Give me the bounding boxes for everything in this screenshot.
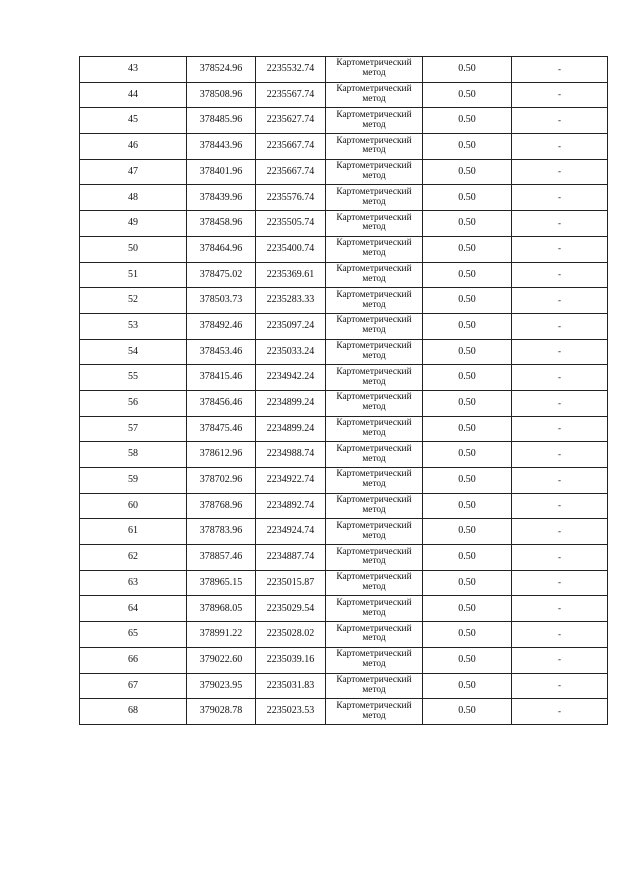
accuracy-value: 0.50 bbox=[423, 82, 512, 108]
table-row bbox=[80, 185, 608, 211]
table-row bbox=[80, 262, 608, 288]
accuracy-value: 0.50 bbox=[423, 545, 512, 571]
coord-x: 378443.96 bbox=[187, 134, 256, 160]
point-number: 47 bbox=[80, 159, 187, 185]
method-line-2: метод bbox=[362, 659, 386, 670]
method-line-1: Картометрический bbox=[336, 289, 412, 300]
method-line-1: Картометрический bbox=[336, 520, 412, 531]
coord-x: 378612.96 bbox=[187, 442, 256, 468]
method-line-1: Картометрический bbox=[336, 212, 412, 223]
coord-x: 378702.96 bbox=[187, 468, 256, 494]
method-line-1: Картометрический bbox=[336, 186, 412, 197]
point-number: 58 bbox=[80, 442, 187, 468]
point-number: 59 bbox=[80, 468, 187, 494]
coord-y: 2234922.74 bbox=[256, 468, 326, 494]
table-row bbox=[80, 134, 608, 160]
point-number: 61 bbox=[80, 519, 187, 545]
coord-y: 2234942.24 bbox=[256, 365, 326, 391]
point-number: 48 bbox=[80, 185, 187, 211]
point-number: 50 bbox=[80, 236, 187, 262]
accuracy-value: 0.50 bbox=[423, 519, 512, 545]
accuracy-value: 0.50 bbox=[423, 442, 512, 468]
table-row bbox=[80, 365, 608, 391]
table-row bbox=[80, 108, 608, 134]
point-number: 62 bbox=[80, 545, 187, 571]
determination-method bbox=[326, 390, 423, 416]
coord-y: 2234892.74 bbox=[256, 493, 326, 519]
accuracy-value: 0.50 bbox=[423, 108, 512, 134]
point-number: 64 bbox=[80, 596, 187, 622]
table-row bbox=[80, 313, 608, 339]
note-value: - bbox=[512, 468, 608, 494]
coord-x: 378456.46 bbox=[187, 390, 256, 416]
note-value: - bbox=[512, 262, 608, 288]
note-value: - bbox=[512, 211, 608, 237]
note-value: - bbox=[512, 622, 608, 648]
table-row bbox=[80, 647, 608, 673]
table-row bbox=[80, 236, 608, 262]
note-value: - bbox=[512, 236, 608, 262]
accuracy-value: 0.50 bbox=[423, 236, 512, 262]
coord-x: 378965.15 bbox=[187, 570, 256, 596]
coord-y: 2235576.74 bbox=[256, 185, 326, 211]
determination-method bbox=[326, 211, 423, 237]
note-value: - bbox=[512, 596, 608, 622]
coord-x: 378768.96 bbox=[187, 493, 256, 519]
determination-method bbox=[326, 57, 423, 83]
table-row bbox=[80, 622, 608, 648]
coord-x: 379028.78 bbox=[187, 699, 256, 725]
method-line-1: Картометрический bbox=[336, 315, 412, 326]
note-value: - bbox=[512, 673, 608, 699]
coord-y: 2235039.16 bbox=[256, 647, 326, 673]
method-line-2: метод bbox=[362, 479, 386, 490]
note-value: - bbox=[512, 57, 608, 83]
accuracy-value: 0.50 bbox=[423, 493, 512, 519]
point-number: 52 bbox=[80, 288, 187, 314]
determination-method bbox=[326, 159, 423, 185]
determination-method bbox=[326, 134, 423, 160]
coord-y: 2235033.24 bbox=[256, 339, 326, 365]
method-line-2: метод bbox=[362, 607, 386, 618]
method-line-2: метод bbox=[362, 248, 386, 259]
accuracy-value: 0.50 bbox=[423, 468, 512, 494]
method-line-2: метод bbox=[362, 273, 386, 284]
method-line-1: Картометрический bbox=[336, 161, 412, 172]
point-number: 53 bbox=[80, 313, 187, 339]
method-line-2: метод bbox=[362, 684, 386, 695]
table-row bbox=[80, 390, 608, 416]
determination-method bbox=[326, 313, 423, 339]
determination-method bbox=[326, 82, 423, 108]
note-value: - bbox=[512, 416, 608, 442]
table-row bbox=[80, 57, 608, 83]
coord-y: 2234899.24 bbox=[256, 390, 326, 416]
accuracy-value: 0.50 bbox=[423, 390, 512, 416]
note-value: - bbox=[512, 390, 608, 416]
coord-y: 2234924.74 bbox=[256, 519, 326, 545]
coord-y: 2235283.33 bbox=[256, 288, 326, 314]
coord-y: 2235031.83 bbox=[256, 673, 326, 699]
note-value: - bbox=[512, 519, 608, 545]
table-row bbox=[80, 519, 608, 545]
determination-method bbox=[326, 519, 423, 545]
accuracy-value: 0.50 bbox=[423, 699, 512, 725]
coord-y: 2235028.02 bbox=[256, 622, 326, 648]
coord-y: 2234899.24 bbox=[256, 416, 326, 442]
method-line-1: Картометрический bbox=[336, 649, 412, 660]
table-row bbox=[80, 211, 608, 237]
method-line-1: Картометрический bbox=[336, 623, 412, 634]
accuracy-value: 0.50 bbox=[423, 159, 512, 185]
determination-method bbox=[326, 647, 423, 673]
accuracy-value: 0.50 bbox=[423, 647, 512, 673]
note-value: - bbox=[512, 159, 608, 185]
table-row bbox=[80, 468, 608, 494]
accuracy-value: 0.50 bbox=[423, 313, 512, 339]
accuracy-value: 0.50 bbox=[423, 262, 512, 288]
method-line-1: Картометрический bbox=[336, 58, 412, 69]
coord-y: 2235667.74 bbox=[256, 134, 326, 160]
note-value: - bbox=[512, 134, 608, 160]
coord-y: 2234887.74 bbox=[256, 545, 326, 571]
method-line-2: метод bbox=[362, 402, 386, 413]
point-number: 56 bbox=[80, 390, 187, 416]
method-line-2: метод bbox=[362, 119, 386, 130]
note-value: - bbox=[512, 185, 608, 211]
table-row bbox=[80, 442, 608, 468]
point-number: 44 bbox=[80, 82, 187, 108]
method-line-2: метод bbox=[362, 505, 386, 516]
table-row bbox=[80, 493, 608, 519]
coord-y: 2235097.24 bbox=[256, 313, 326, 339]
table-row bbox=[80, 673, 608, 699]
table-row bbox=[80, 339, 608, 365]
method-line-2: метод bbox=[362, 350, 386, 361]
method-line-2: метод bbox=[362, 582, 386, 593]
table-row bbox=[80, 699, 608, 725]
coord-y: 2235369.61 bbox=[256, 262, 326, 288]
coord-x: 378458.96 bbox=[187, 211, 256, 237]
coord-y: 2235015.87 bbox=[256, 570, 326, 596]
determination-method bbox=[326, 622, 423, 648]
note-value: - bbox=[512, 442, 608, 468]
coord-y: 2235532.74 bbox=[256, 57, 326, 83]
accuracy-value: 0.50 bbox=[423, 339, 512, 365]
determination-method bbox=[326, 365, 423, 391]
method-line-1: Картометрический bbox=[336, 674, 412, 685]
method-line-2: метод bbox=[362, 556, 386, 567]
coord-x: 378475.02 bbox=[187, 262, 256, 288]
table-row bbox=[80, 545, 608, 571]
accuracy-value: 0.50 bbox=[423, 570, 512, 596]
point-number: 45 bbox=[80, 108, 187, 134]
method-line-2: метод bbox=[362, 222, 386, 233]
note-value: - bbox=[512, 339, 608, 365]
coord-y: 2235505.74 bbox=[256, 211, 326, 237]
determination-method bbox=[326, 545, 423, 571]
determination-method bbox=[326, 442, 423, 468]
coord-x: 378401.96 bbox=[187, 159, 256, 185]
coord-x: 378968.05 bbox=[187, 596, 256, 622]
determination-method bbox=[326, 673, 423, 699]
accuracy-value: 0.50 bbox=[423, 365, 512, 391]
accuracy-value: 0.50 bbox=[423, 134, 512, 160]
accuracy-value: 0.50 bbox=[423, 673, 512, 699]
table-row bbox=[80, 570, 608, 596]
table-row bbox=[80, 416, 608, 442]
point-number: 68 bbox=[80, 699, 187, 725]
point-number: 66 bbox=[80, 647, 187, 673]
method-line-1: Картометрический bbox=[336, 84, 412, 95]
coord-x: 378475.46 bbox=[187, 416, 256, 442]
method-line-2: метод bbox=[362, 68, 386, 79]
note-value: - bbox=[512, 699, 608, 725]
coord-y: 2235400.74 bbox=[256, 236, 326, 262]
determination-method bbox=[326, 108, 423, 134]
table-row bbox=[80, 82, 608, 108]
coord-x: 378524.96 bbox=[187, 57, 256, 83]
method-line-1: Картометрический bbox=[336, 572, 412, 583]
accuracy-value: 0.50 bbox=[423, 57, 512, 83]
coord-x: 378415.46 bbox=[187, 365, 256, 391]
accuracy-value: 0.50 bbox=[423, 211, 512, 237]
accuracy-value: 0.50 bbox=[423, 185, 512, 211]
method-line-1: Картометрический bbox=[336, 443, 412, 454]
method-line-1: Картометрический bbox=[336, 392, 412, 403]
coordinates-table bbox=[79, 56, 608, 725]
note-value: - bbox=[512, 493, 608, 519]
point-number: 54 bbox=[80, 339, 187, 365]
method-line-2: метод bbox=[362, 376, 386, 387]
coordinates-table-body bbox=[80, 57, 608, 725]
accuracy-value: 0.50 bbox=[423, 622, 512, 648]
note-value: - bbox=[512, 365, 608, 391]
table-row bbox=[80, 159, 608, 185]
method-line-2: метод bbox=[362, 530, 386, 541]
method-line-2: метод bbox=[362, 453, 386, 464]
method-line-1: Картометрический bbox=[336, 263, 412, 274]
method-line-1: Картометрический bbox=[336, 495, 412, 506]
method-line-1: Картометрический bbox=[336, 469, 412, 480]
method-line-2: метод bbox=[362, 171, 386, 182]
method-line-1: Картометрический bbox=[336, 238, 412, 249]
point-number: 65 bbox=[80, 622, 187, 648]
accuracy-value: 0.50 bbox=[423, 288, 512, 314]
method-line-2: метод bbox=[362, 427, 386, 438]
note-value: - bbox=[512, 647, 608, 673]
method-line-1: Картометрический bbox=[336, 597, 412, 608]
method-line-2: метод bbox=[362, 94, 386, 105]
coord-x: 378485.96 bbox=[187, 108, 256, 134]
determination-method bbox=[326, 493, 423, 519]
point-number: 46 bbox=[80, 134, 187, 160]
note-value: - bbox=[512, 288, 608, 314]
method-line-1: Картометрический bbox=[336, 418, 412, 429]
determination-method bbox=[326, 236, 423, 262]
point-number: 67 bbox=[80, 673, 187, 699]
point-number: 49 bbox=[80, 211, 187, 237]
point-number: 43 bbox=[80, 57, 187, 83]
note-value: - bbox=[512, 570, 608, 596]
table-row bbox=[80, 288, 608, 314]
determination-method bbox=[326, 262, 423, 288]
method-line-2: метод bbox=[362, 633, 386, 644]
point-number: 57 bbox=[80, 416, 187, 442]
coord-x: 378453.46 bbox=[187, 339, 256, 365]
determination-method bbox=[326, 596, 423, 622]
coord-x: 379023.95 bbox=[187, 673, 256, 699]
accuracy-value: 0.50 bbox=[423, 596, 512, 622]
coord-y: 2235029.54 bbox=[256, 596, 326, 622]
coord-y: 2235627.74 bbox=[256, 108, 326, 134]
determination-method bbox=[326, 416, 423, 442]
accuracy-value: 0.50 bbox=[423, 416, 512, 442]
method-line-1: Картометрический bbox=[336, 700, 412, 711]
coord-x: 378503.73 bbox=[187, 288, 256, 314]
coord-x: 378857.46 bbox=[187, 545, 256, 571]
coord-y: 2235023.53 bbox=[256, 699, 326, 725]
method-line-2: метод bbox=[362, 325, 386, 336]
method-line-2: метод bbox=[362, 710, 386, 721]
point-number: 63 bbox=[80, 570, 187, 596]
note-value: - bbox=[512, 108, 608, 134]
coord-x: 378464.96 bbox=[187, 236, 256, 262]
note-value: - bbox=[512, 313, 608, 339]
method-line-1: Картометрический bbox=[336, 341, 412, 352]
coord-x: 378508.96 bbox=[187, 82, 256, 108]
point-number: 55 bbox=[80, 365, 187, 391]
method-line-1: Картометрический bbox=[336, 366, 412, 377]
method-line-2: метод bbox=[362, 196, 386, 207]
determination-method bbox=[326, 339, 423, 365]
point-number: 60 bbox=[80, 493, 187, 519]
coord-y: 2235567.74 bbox=[256, 82, 326, 108]
note-value: - bbox=[512, 545, 608, 571]
method-line-1: Картометрический bbox=[336, 109, 412, 120]
method-line-1: Картометрический bbox=[336, 546, 412, 557]
coord-y: 2235667.74 bbox=[256, 159, 326, 185]
method-line-2: метод bbox=[362, 299, 386, 310]
coord-x: 378783.96 bbox=[187, 519, 256, 545]
coord-x: 379022.60 bbox=[187, 647, 256, 673]
determination-method bbox=[326, 570, 423, 596]
determination-method bbox=[326, 699, 423, 725]
coord-x: 378439.96 bbox=[187, 185, 256, 211]
coord-x: 378492.46 bbox=[187, 313, 256, 339]
method-line-1: Картометрический bbox=[336, 135, 412, 146]
table-row bbox=[80, 596, 608, 622]
coord-x: 378991.22 bbox=[187, 622, 256, 648]
determination-method bbox=[326, 468, 423, 494]
note-value: - bbox=[512, 82, 608, 108]
determination-method bbox=[326, 185, 423, 211]
determination-method bbox=[326, 288, 423, 314]
point-number: 51 bbox=[80, 262, 187, 288]
coord-y: 2234988.74 bbox=[256, 442, 326, 468]
method-line-2: метод bbox=[362, 145, 386, 156]
